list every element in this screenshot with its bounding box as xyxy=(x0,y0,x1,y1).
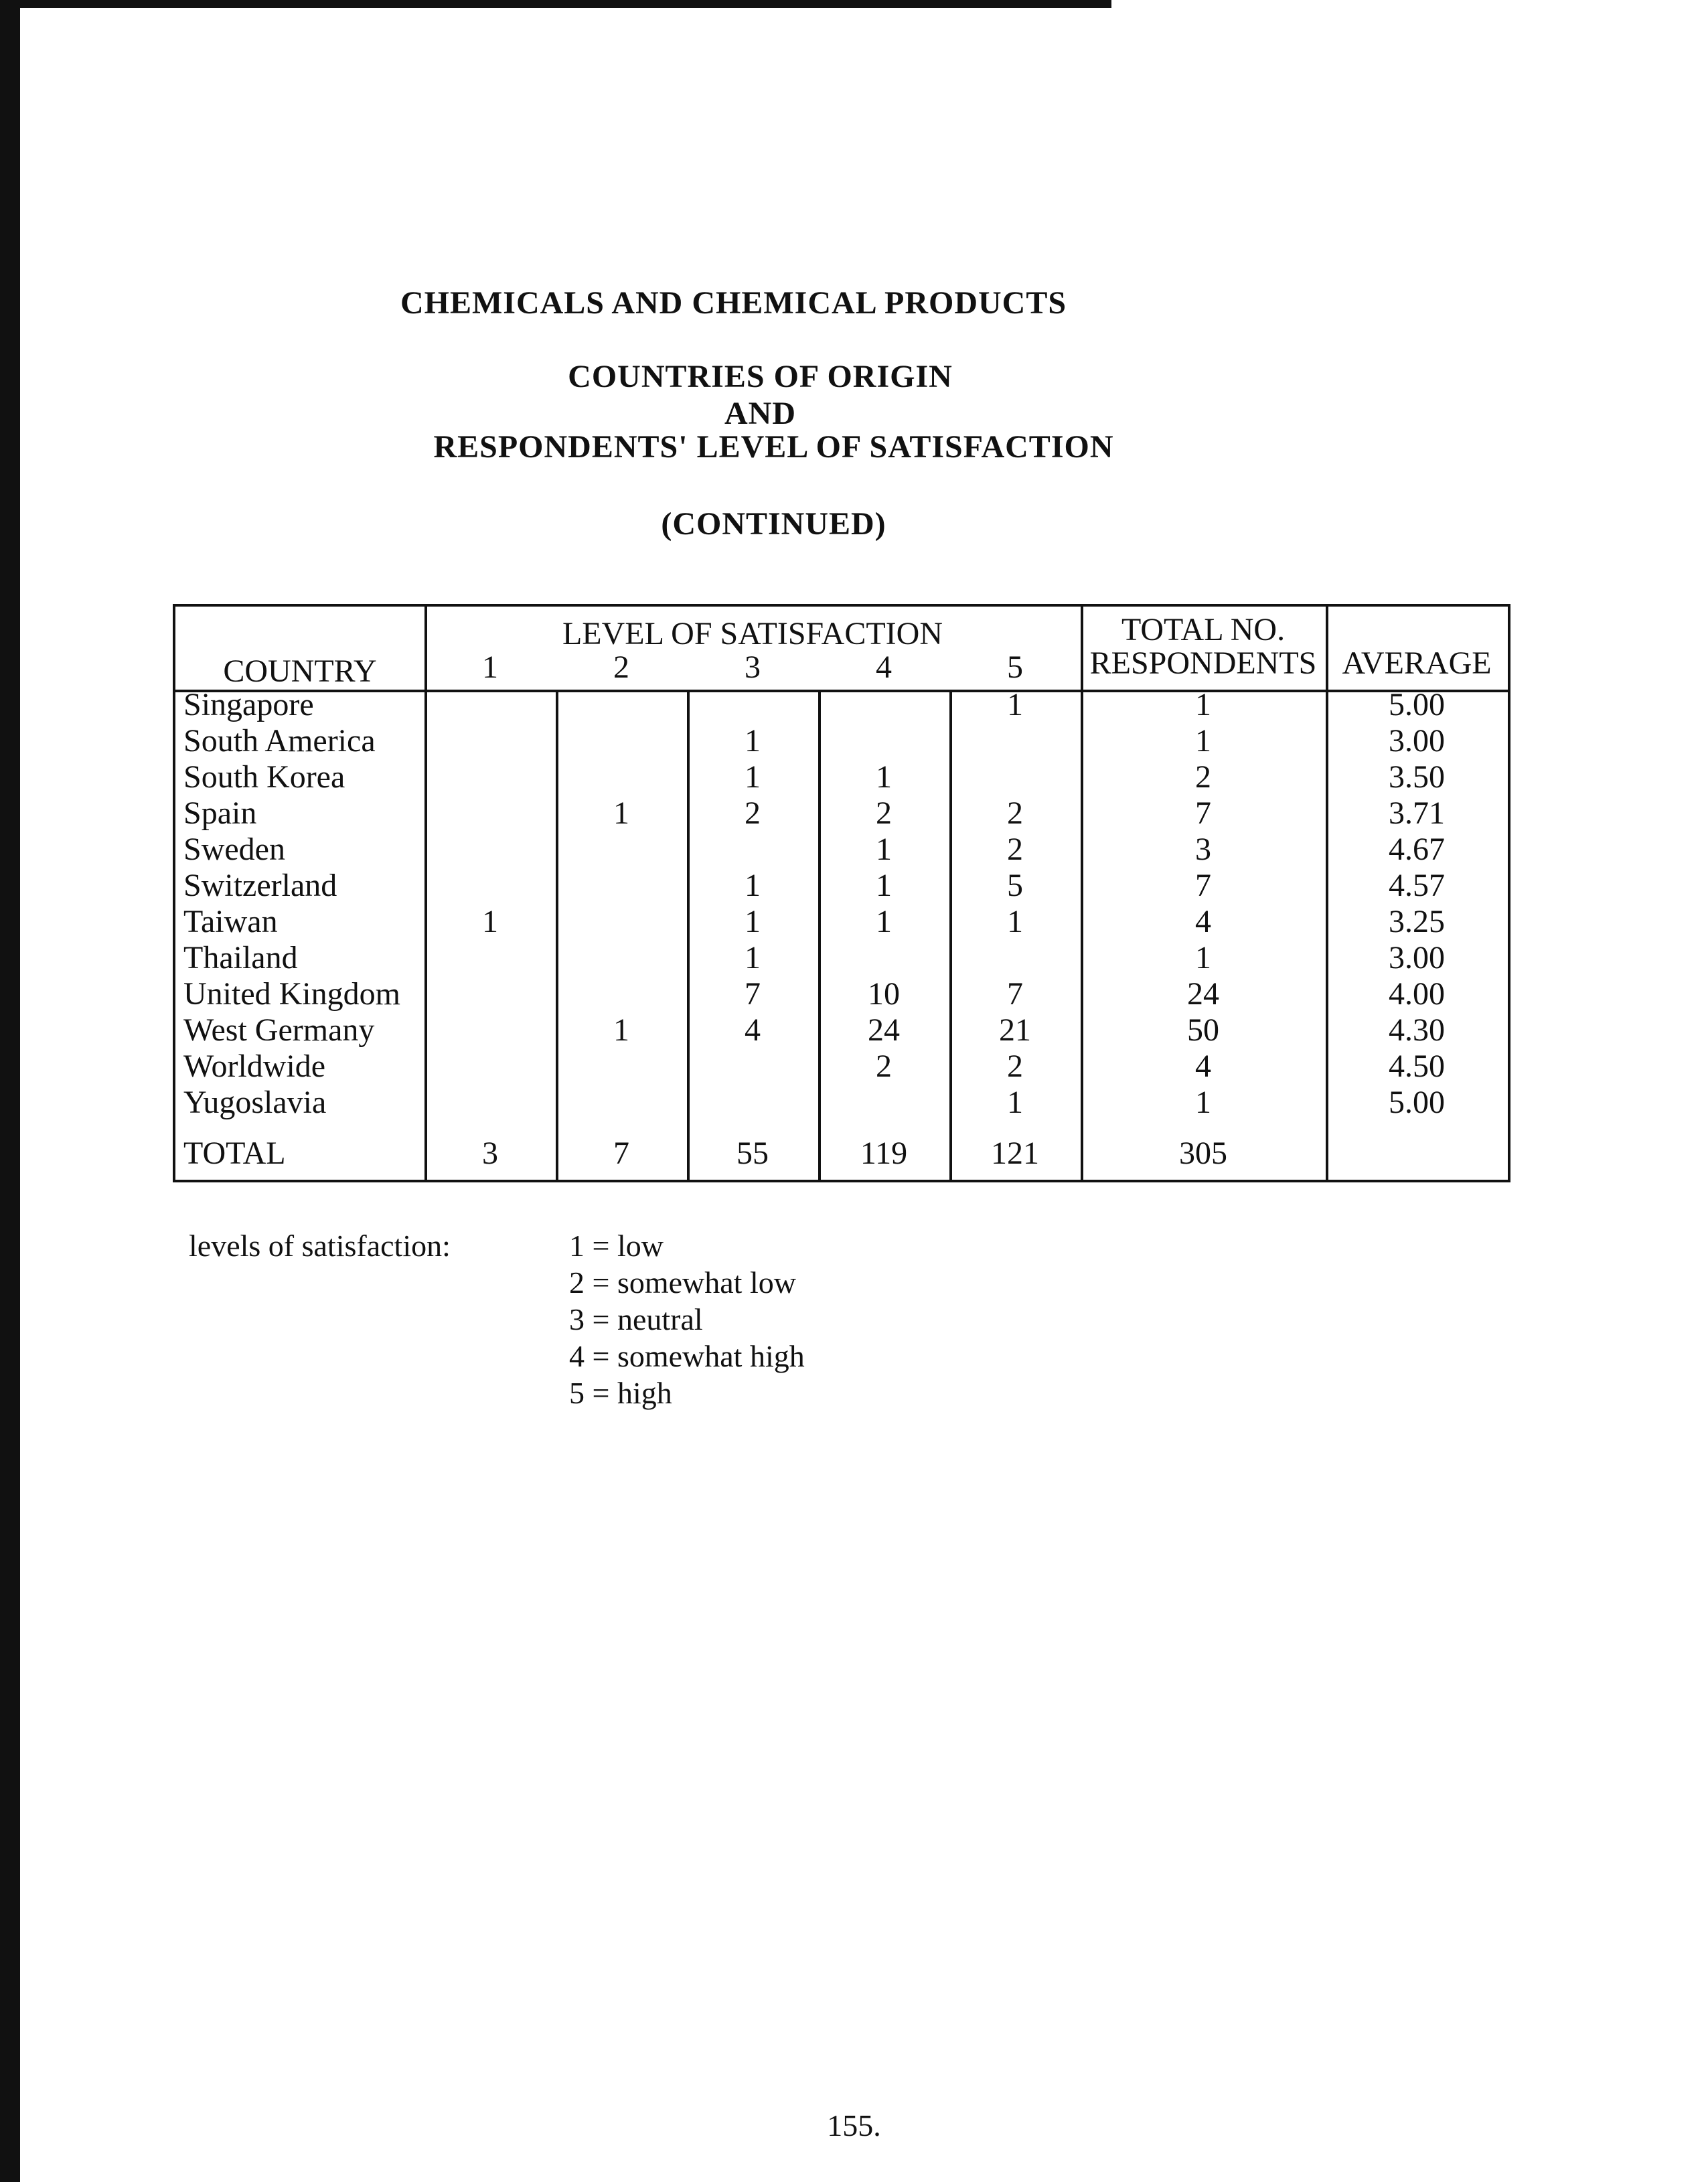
average-cell: 4.50 xyxy=(1389,1048,1445,1084)
l5-cell: 5 xyxy=(1007,868,1023,903)
country-cell: West Germany xyxy=(183,1012,375,1048)
satisfaction-table xyxy=(173,604,1510,1182)
country-cell: Switzerland xyxy=(183,868,337,903)
country-cell: Taiwan xyxy=(183,904,278,939)
country-cell: TOTAL xyxy=(183,1136,286,1171)
country-cell: South Korea xyxy=(183,759,345,795)
total-cell: 305 xyxy=(1179,1136,1227,1171)
header-level-5: 5 xyxy=(1007,649,1023,685)
average-cell: 5.00 xyxy=(1389,687,1445,722)
header-level-2: 2 xyxy=(613,649,629,685)
header-average: AVERAGE xyxy=(1342,645,1492,681)
l3-cell: 4 xyxy=(745,1012,761,1048)
legend-item: 2 = somewhat low xyxy=(569,1265,796,1300)
l5-cell: 1 xyxy=(1007,904,1023,939)
average-cell: 3.00 xyxy=(1389,723,1445,759)
country-cell: Thailand xyxy=(183,940,298,976)
country-cell: Sweden xyxy=(183,832,285,867)
l4-cell: 24 xyxy=(868,1012,900,1048)
total-cell: 3 xyxy=(1195,832,1211,867)
l1-cell: 1 xyxy=(482,904,498,939)
country-cell: Singapore xyxy=(183,687,314,722)
header-level-3: 3 xyxy=(745,649,761,685)
header-total-line-2: RESPONDENTS xyxy=(1089,645,1317,681)
l5-cell: 1 xyxy=(1007,1085,1023,1120)
total-cell: 1 xyxy=(1195,687,1211,722)
l5-cell: 2 xyxy=(1007,1048,1023,1084)
column-divider xyxy=(424,607,427,1180)
l2-cell: 1 xyxy=(613,795,629,831)
l4-cell: 1 xyxy=(876,759,892,795)
page-number: 155. xyxy=(827,2108,881,2142)
l3-cell: 1 xyxy=(745,940,761,976)
average-cell: 4.57 xyxy=(1389,868,1445,903)
l3-cell: 55 xyxy=(736,1136,769,1171)
header-level-4: 4 xyxy=(876,649,892,685)
country-cell: Yugoslavia xyxy=(183,1085,327,1120)
l2-cell: 1 xyxy=(613,1012,629,1048)
total-cell: 2 xyxy=(1195,759,1211,795)
l4-cell: 1 xyxy=(876,868,892,903)
total-cell: 1 xyxy=(1195,723,1211,759)
legend-item: 5 = high xyxy=(569,1376,672,1410)
l3-cell: 1 xyxy=(745,904,761,939)
scan-edge-top xyxy=(0,0,1111,8)
country-cell: United Kingdom xyxy=(183,976,400,1012)
l4-cell: 119 xyxy=(860,1136,908,1171)
average-cell: 4.30 xyxy=(1389,1012,1445,1048)
average-cell: 3.71 xyxy=(1389,795,1445,831)
header-total-line-1: TOTAL NO. xyxy=(1121,612,1286,647)
l5-cell: 121 xyxy=(991,1136,1039,1171)
country-cell: Worldwide xyxy=(183,1048,326,1084)
document-title: CHEMICALS AND CHEMICAL PRODUCTS xyxy=(400,285,1067,321)
average-cell: 4.00 xyxy=(1389,976,1445,1012)
header-level-group: LEVEL OF SATISFACTION xyxy=(562,616,943,651)
total-cell: 50 xyxy=(1187,1012,1219,1048)
l5-cell: 21 xyxy=(999,1012,1031,1048)
l5-cell: 2 xyxy=(1007,832,1023,867)
country-cell: South America xyxy=(183,723,376,759)
average-cell: 3.50 xyxy=(1389,759,1445,795)
l5-cell: 7 xyxy=(1007,976,1023,1012)
continued-label: (CONTINUED) xyxy=(661,506,886,542)
l4-cell: 10 xyxy=(868,976,900,1012)
country-cell: Spain xyxy=(183,795,257,831)
document-subtitle-line-2: AND xyxy=(724,396,796,431)
header-country: COUNTRY xyxy=(223,653,377,689)
scan-edge-left xyxy=(0,0,20,2182)
total-cell: 1 xyxy=(1195,1085,1211,1120)
average-cell: 3.25 xyxy=(1389,904,1445,939)
legend-label: levels of satisfaction: xyxy=(189,1229,451,1263)
l4-cell: 1 xyxy=(876,904,892,939)
total-cell: 7 xyxy=(1195,868,1211,903)
document-subtitle-line-1: COUNTRIES OF ORIGIN xyxy=(568,359,953,394)
l3-cell: 1 xyxy=(745,759,761,795)
l3-cell: 7 xyxy=(745,976,761,1012)
column-divider xyxy=(556,692,558,1180)
legend-item: 3 = neutral xyxy=(569,1302,703,1336)
l4-cell: 1 xyxy=(876,832,892,867)
l4-cell: 2 xyxy=(876,795,892,831)
average-cell: 3.00 xyxy=(1389,940,1445,976)
l3-cell: 1 xyxy=(745,868,761,903)
l5-cell: 1 xyxy=(1007,687,1023,722)
average-cell: 5.00 xyxy=(1389,1085,1445,1120)
legend-item: 1 = low xyxy=(569,1229,664,1263)
l2-cell: 7 xyxy=(613,1136,629,1171)
l3-cell: 1 xyxy=(745,723,761,759)
total-cell: 4 xyxy=(1195,904,1211,939)
l1-cell: 3 xyxy=(482,1136,498,1171)
total-cell: 1 xyxy=(1195,940,1211,976)
total-cell: 24 xyxy=(1187,976,1219,1012)
l3-cell: 2 xyxy=(745,795,761,831)
legend-item: 4 = somewhat high xyxy=(569,1339,805,1373)
l5-cell: 2 xyxy=(1007,795,1023,831)
average-cell: 4.67 xyxy=(1389,832,1445,867)
document-subtitle-line-3: RESPONDENTS' LEVEL OF SATISFACTION xyxy=(433,429,1114,465)
total-cell: 4 xyxy=(1195,1048,1211,1084)
l4-cell: 2 xyxy=(876,1048,892,1084)
total-cell: 7 xyxy=(1195,795,1211,831)
header-level-1: 1 xyxy=(482,649,498,685)
